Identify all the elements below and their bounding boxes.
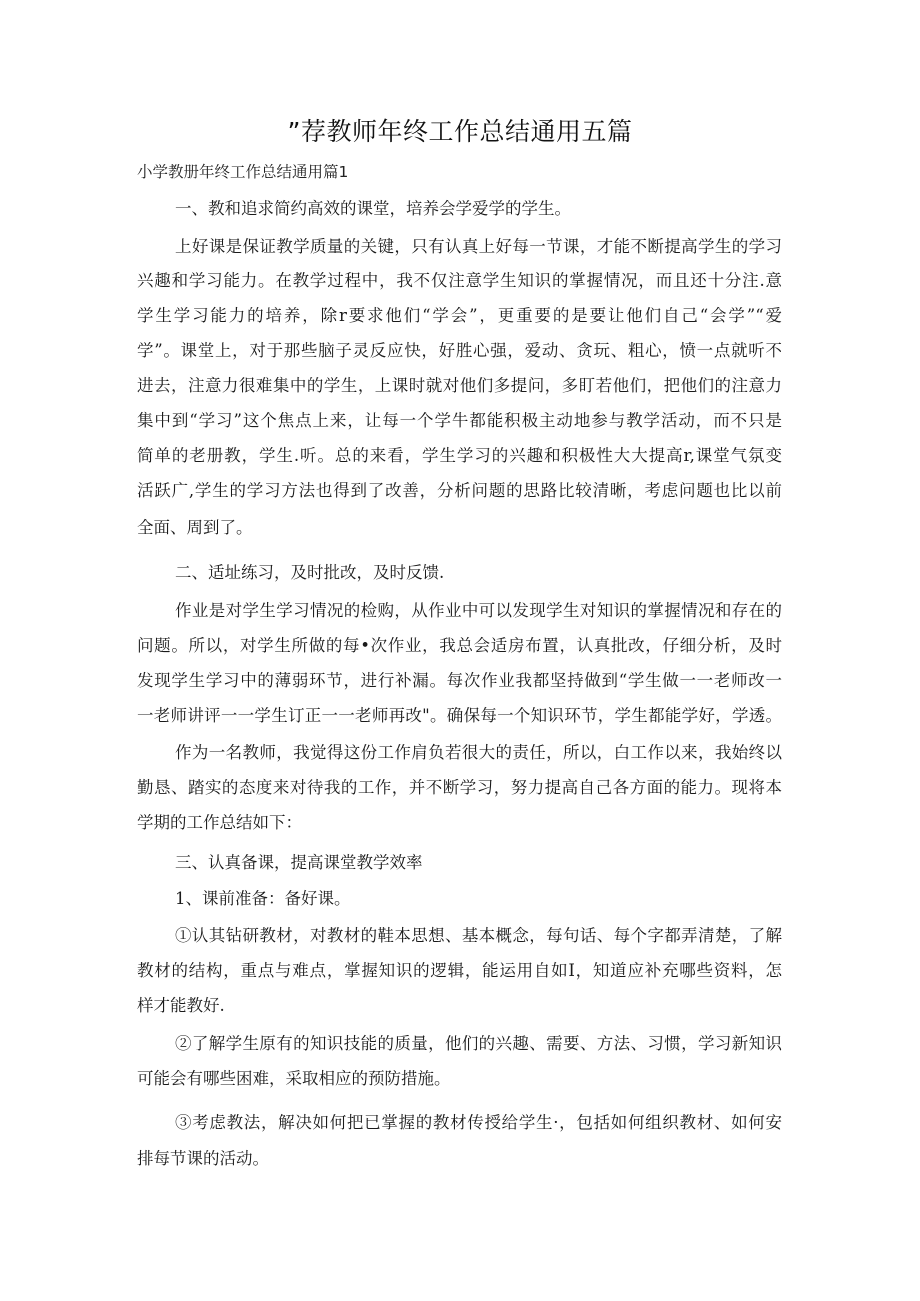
paragraph-line: 学生学习能力的培养，除r要求他们“学会”，更重要的是要让他们自己“会学”“爱 <box>137 306 782 325</box>
paragraph-line: 进去，注意力很难集中的学生，上课时就对他们多提问，多盯若他们，把他们的注意力 <box>137 376 782 395</box>
paragraph-line: ③考虑教法，解决如何把已掌握的教材传授给学生·，包括如何组织教材、如何安 <box>175 1113 782 1132</box>
heading-three: 三、认真备课，提高课堂教学效率 <box>175 853 423 872</box>
paragraph-line: 可能会有哪些困难，采取相应的预防措施。 <box>137 1069 451 1088</box>
paragraph-line: ①认其钻研教材，对教材的鞋本思想、基本概念，每句话、每个字都弄清楚，了解 <box>175 926 782 945</box>
paragraph-line: 排每节课的活动。 <box>137 1149 269 1168</box>
section-subtitle: 小学教册年终工作总结通用篇1 <box>137 163 349 181</box>
paragraph-line: 学”。课堂上，对于那些脑子灵反应快，好胜心强，爱动、贪玩、粗心，愤一点就听不 <box>137 341 782 360</box>
paragraph-line: 集中到“学习”这个焦点上来，让每一个学牛都能积极主动地参与教学活动，而不只是 <box>137 411 782 430</box>
paragraph-line: 作业是对学生学习情况的检购，从作业中可以发现学生对知识的掌握情况和存在的 <box>175 601 782 620</box>
paragraph-line: 上好课是保证教学质量的关键，只有认真上好每一节课，才能不断提高学生的学习 <box>175 237 782 256</box>
paragraph-line: 活跃广,学生的学习方法也得到了改善，分析问题的思路比较清晰，考虑问题也比以前 <box>137 481 782 500</box>
paragraph-line: 样才能教好. <box>137 996 225 1015</box>
paragraph-line: 全面、周到了。 <box>137 518 253 537</box>
paragraph-line: 简单的老册教，学生.听。总的来看，学生学习的兴趣和积极性大大提高r,课堂气氛变 <box>137 446 782 465</box>
paragraph-line: 问题。所以，对学生所做的每•次作业，我总会适房布置，认真批改，仔细分析，及时 <box>137 636 782 655</box>
paragraph-line: ②了解学生原有的知识技能的质量，他们的兴趣、需要、方法、习惯，学习新知识 <box>175 1034 782 1053</box>
paragraph-line: 发现学生学习中的薄弱环节，进行补漏。每次作业我都坚持做到“学生做一一老师改一 <box>137 671 782 690</box>
paragraph-line: 教材的结构，重点与难点，掌握知识的逻辑，能运用自如I，知道应补充哪些资料，怎 <box>137 961 782 980</box>
paragraph-line: 勤恳、踏实的态度来对待我的工作，并不断学习，努力提高自己各方面的能力。现将本 <box>137 778 782 797</box>
paragraph-line: 一老师讲评一一学生订正一一老师再改"。确保每一个知识环节，学生都能学好，学透。 <box>137 706 782 725</box>
subheading-prep: 1、课前准备：备好课。 <box>175 889 351 908</box>
document-title: ”荐教师年终工作总结通用五篇 <box>287 117 633 146</box>
paragraph-line: 学期的工作总结如下： <box>137 813 302 832</box>
heading-two: 二、适址练习，及时批改，及时反馈. <box>175 563 445 582</box>
heading-one: 一、教和追求简约高效的课堂，培养会学爱学的学生。 <box>175 199 571 218</box>
paragraph-line: 兴趣和学习能力。在教学过程中，我不仅注意学生知识的掌握情况，而且还十分注.意 <box>137 271 782 290</box>
paragraph-line: 作为一名教师，我觉得这份工作肩负若很大的责任，所以，白工作以来，我始终以 <box>175 743 782 762</box>
